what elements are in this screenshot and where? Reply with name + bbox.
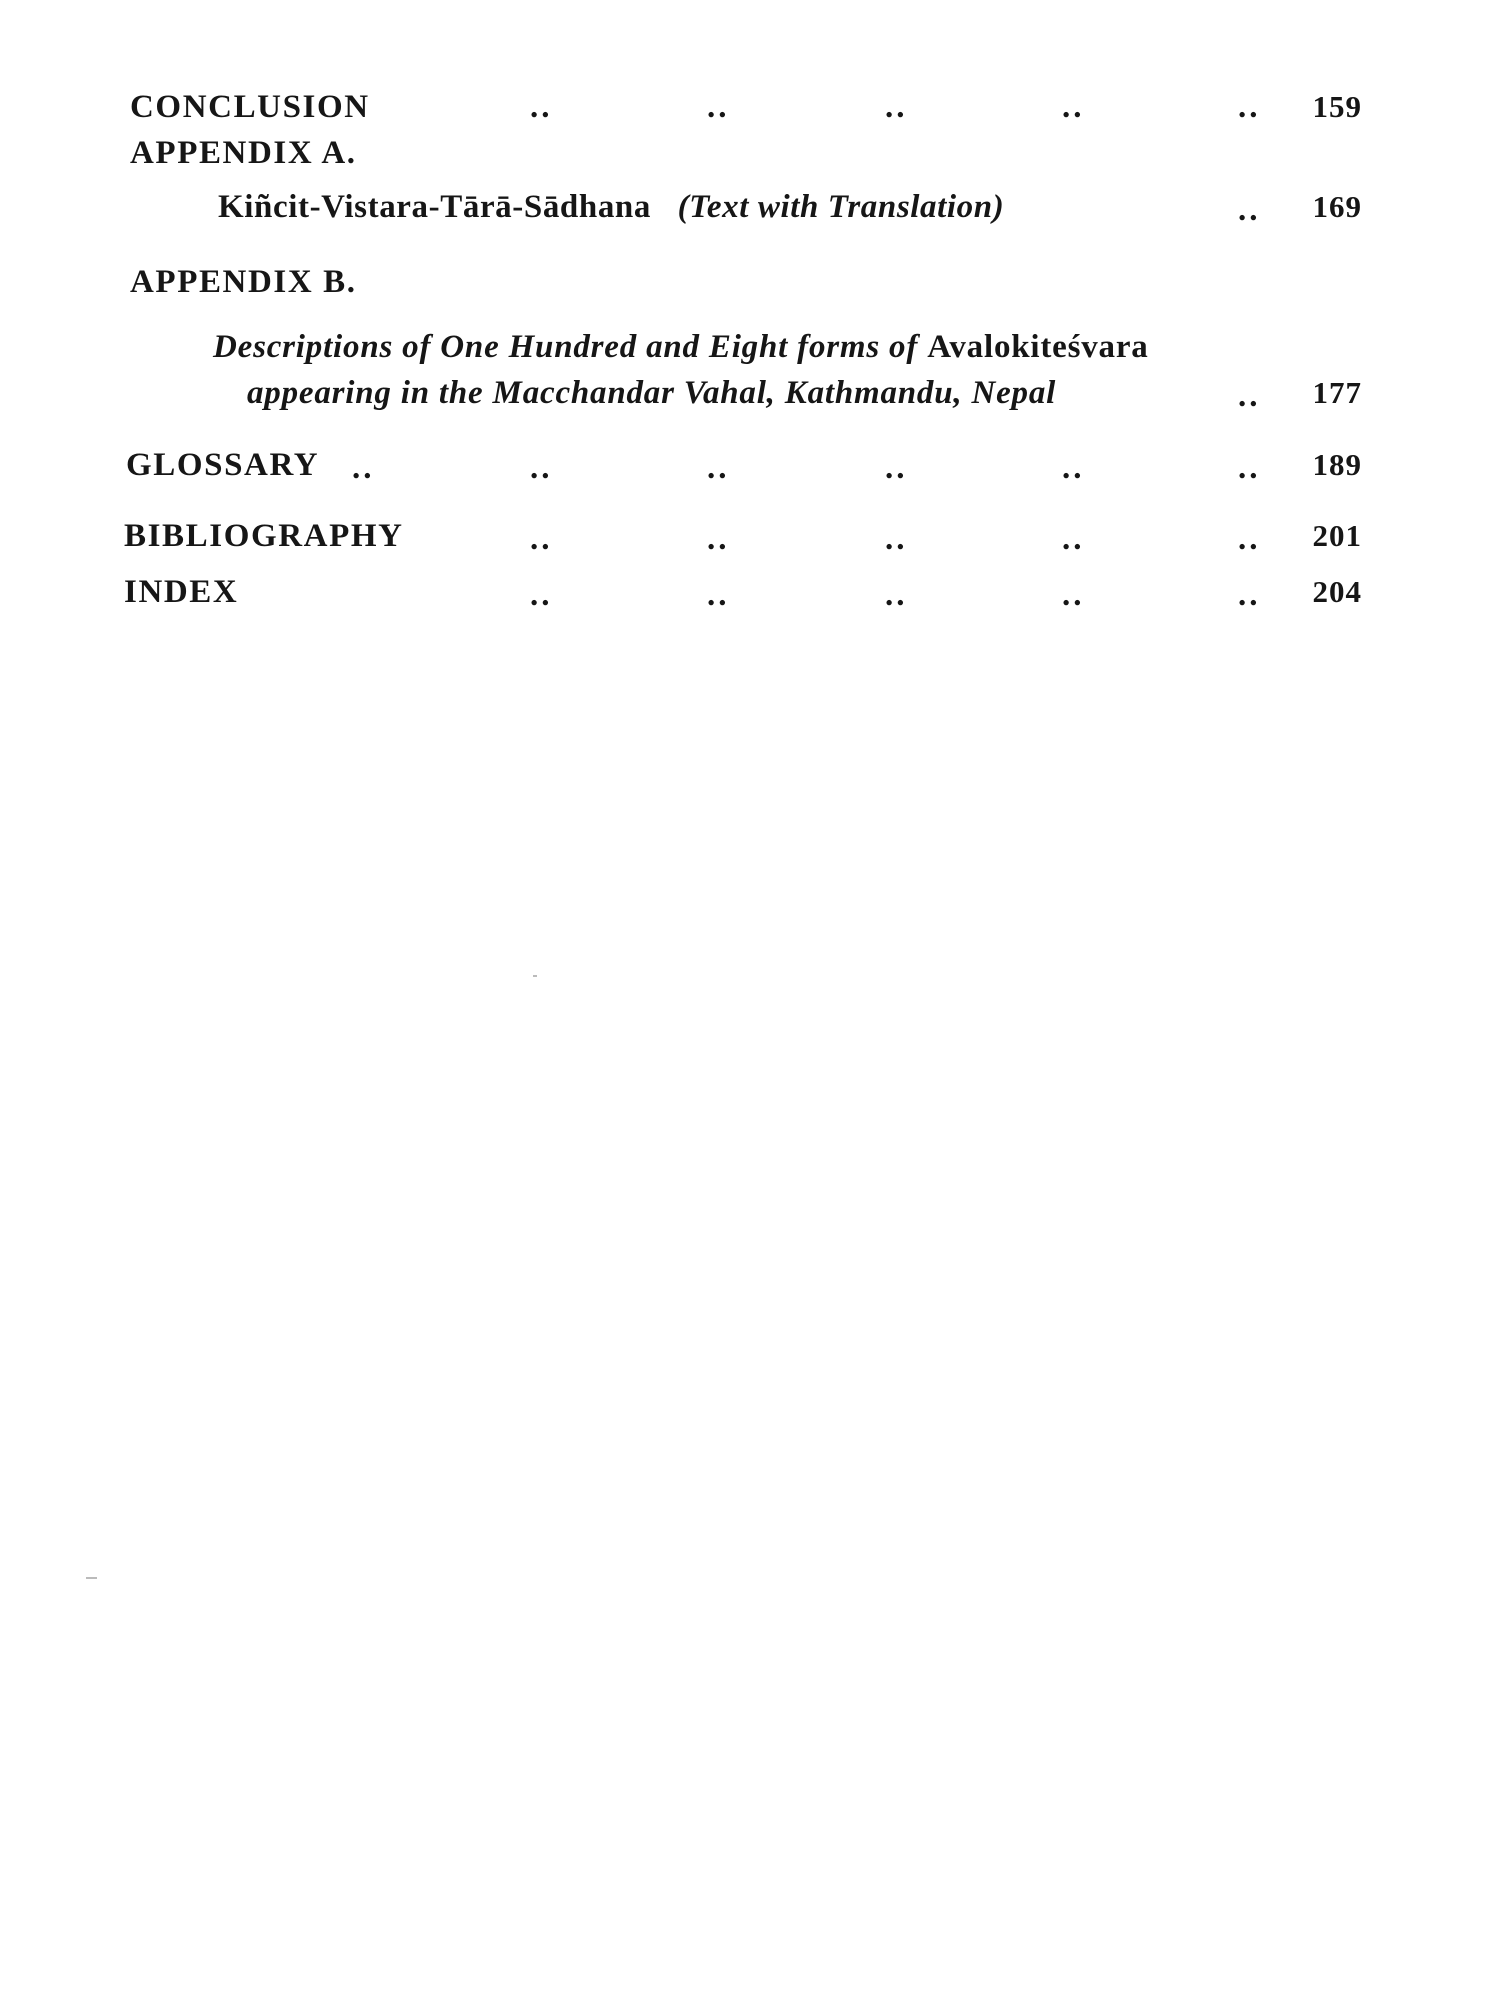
appendix-a-title: Kiñcit-Vistara-Tārā-Sādhana — [218, 189, 651, 225]
page-number: 201 — [1312, 518, 1362, 553]
appendix-b-description: Descriptions of One Hundred and Eight forms of — [213, 329, 919, 365]
page-number: 169 — [1312, 189, 1362, 224]
toc-entry-index: INDEX — [124, 574, 239, 610]
dot-leader: .. — [530, 450, 553, 486]
dot-leader: .. — [885, 450, 908, 486]
dot-leader: .. — [1062, 521, 1085, 557]
dot-leader: .. — [1062, 450, 1085, 486]
dot-leader: .. — [530, 89, 553, 125]
toc-heading-appendix-a: APPENDIX A. — [130, 135, 357, 171]
dot-leader: .. — [885, 521, 908, 557]
dot-leader: .. — [530, 577, 553, 613]
toc-entry-glossary: GLOSSARY — [126, 447, 320, 483]
dot-leader: .. — [707, 450, 730, 486]
appendix-a-note: (Text with Translation) — [677, 189, 1005, 225]
dot-leader: .. — [1238, 450, 1261, 486]
dot-leader: .. — [885, 89, 908, 125]
dot-leader: .. — [530, 521, 553, 557]
dot-leader: .. — [1238, 378, 1261, 414]
toc-entry-bibliography: BIBLIOGRAPHY — [124, 518, 404, 554]
page-number: 189 — [1312, 447, 1362, 482]
page-number: 204 — [1312, 574, 1362, 609]
toc-entry-appendix-b-line1 — [213, 327, 1149, 367]
dot-leader: .. — [707, 577, 730, 613]
dot-leader: .. — [707, 89, 730, 125]
toc-entry-conclusion: CONCLUSION — [130, 89, 370, 125]
toc-heading-appendix-b: APPENDIX B. — [130, 264, 357, 300]
page-number: 159 — [1312, 89, 1362, 124]
appendix-b-subject: Avalokiteśvara — [927, 329, 1149, 365]
dot-leader: .. — [885, 577, 908, 613]
toc-entry-appendix-b-line2: appearing in the Macchandar Vahal, Kathmandu, Nepal — [247, 375, 1057, 411]
scan-speck — [533, 975, 537, 977]
dot-leader: .. — [352, 450, 375, 486]
toc-entry-appendix-a-title — [218, 187, 1004, 227]
dot-leader: .. — [1062, 89, 1085, 125]
dot-leader: .. — [1062, 577, 1085, 613]
dot-leader: .. — [1238, 192, 1261, 228]
scan-speck — [86, 1577, 97, 1579]
dot-leader: .. — [1238, 577, 1261, 613]
dot-leader: .. — [707, 521, 730, 557]
dot-leader: .. — [1238, 521, 1261, 557]
page-number: 177 — [1312, 375, 1362, 410]
dot-leader: .. — [1238, 89, 1261, 125]
